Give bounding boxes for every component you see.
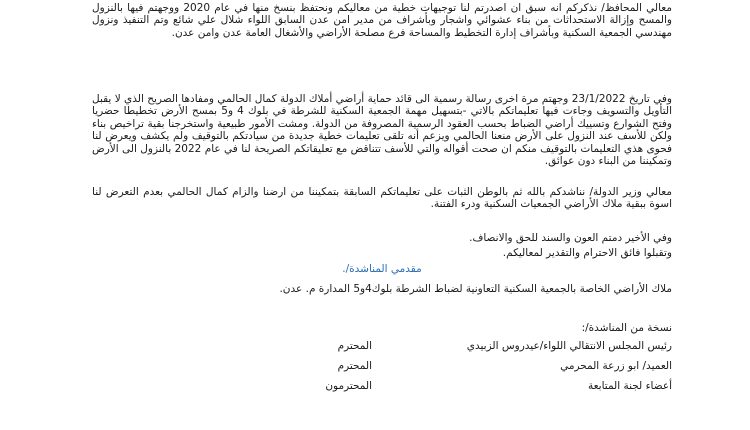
paragraph-2022-directive: وفي تاريخ 23/1/2022 وجهتم مرة اخرى رسالة رسمية الى قائد حماية أراضي أملاك الدولة كمال الحالمي ومفادها الصريح الذي لا يقبل التأويل والتسويف وجاءت فيها تعليماتكم بالاتي -بتسهيل مهمة الجمعية السكنية للشرطة في بلوك 4 و5 بمسح الأرض تخطيطا حضريا وفتح الشوارع وتسييك أراضي الضباط بحسب العقود الرسمية المصروفة من الدولة. ومشت الأمور طبيعية واستخرجنا بقية تراخيص بناء ولكن للأسف عند النزول على الأرض منعنا الحالمي ويزعم أنه تلقى تعليمات خطية جديدة من سيادتكم بالتوقيف ولم يكشف ويعرض لنا فحوى هذي التعليمات بالتوقيف منكم ان صحت أقواله والتي للأسف تتناقض مع تعليقاتكم الصريحة لنا في عام 2022 بالنزول الى الأرض وتمكيننا من البناء دون عوائق. <box>92 93 672 168</box>
copy-recipient-row <box>92 360 672 372</box>
submitted-by-heading: مقدمي المناشدة/. <box>342 263 422 275</box>
copy-recipient-name: رئيس المجلس الانتقالي اللواء/عيدروس الزبيدي <box>466 340 672 352</box>
copy-recipient-honorific: المحترمون <box>325 380 372 392</box>
copy-recipient-honorific: المحترم <box>337 360 372 372</box>
paragraph-appeal: معالي وزير الدولة/ نناشدكم بالله ثم بالوطن الثبات على تعليماتكم السابقة بتمكيننا من ارضنا والزام كمال الحالمي بعدم التعرض لنا اسوة ببقية ملاك الأراضي الجمعيات السكنية ودرء الفتنة. <box>92 186 672 211</box>
copy-recipient-name: العميد/ ابو زرعة المحرمي <box>560 360 672 372</box>
paragraph-closing-1: وفي الأخير دمتم العون والسند للحق والانصاف. <box>469 232 672 244</box>
copy-recipient-row <box>92 340 672 352</box>
copy-recipient-honorific: المحترم <box>337 340 372 352</box>
submitter-text: ملاك الأراضي الخاصة بالجمعية السكنية التعاونية لضباط الشرطة بلوك4و5 المدارة م. عدن. <box>279 283 672 295</box>
copy-recipient-row <box>92 380 672 392</box>
paragraph-closing-2: وتقبلوا فائق الاحترام والتقدير لمعاليكم. <box>502 247 672 259</box>
copy-recipient-name: أعضاء لجنة المتابعة <box>587 380 672 392</box>
paragraph-governor-reminder: معالي المحافظ/ نذكركم انه سبق ان اصدرتم لنا توجيهات خطية من معاليكم ونحتفظ بنسخ منها في عام 2020 ووجهتم فيها بالنزول والمسح وإزالة الاستحداثات من بناء عشوائي واشجار وبأشراف من مدير امن عدن السابق اللواء شلال علي شائع وتم التنفيذ ونزول مهندسي الجمعية السكنية وبأشراف إدارة التخطيط والمساحة فرع مصلحة الأراضي والأشغال العامة عدن وامن عدن. <box>92 2 672 39</box>
copies-heading: نسخة من المناشدة/: <box>581 322 672 334</box>
